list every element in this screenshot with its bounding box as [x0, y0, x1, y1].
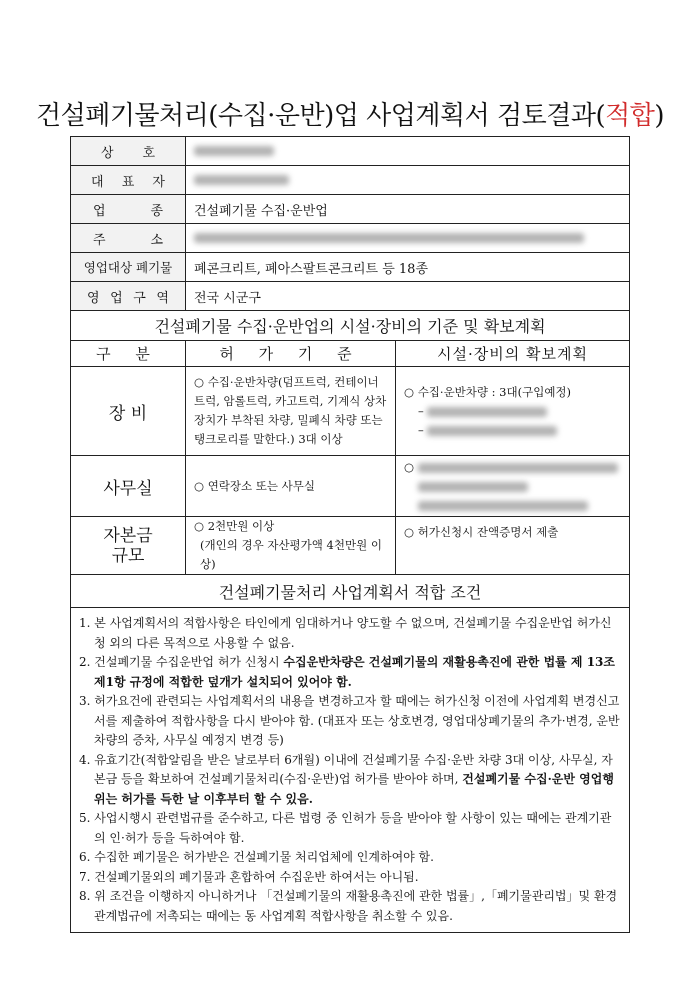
label-business-area: 영 업 구 역 [71, 282, 186, 311]
facility-section-header [71, 311, 630, 341]
condition-item: 7. 건설폐기물외의 폐기물과 혼합하여 수집운반 하여서는 아니됨. [79, 869, 419, 884]
conditions-row [71, 608, 630, 933]
redacted-address [194, 233, 584, 243]
criteria-capital [186, 517, 396, 575]
facility-column-header [71, 341, 630, 367]
redacted-company [194, 146, 274, 156]
row-representative [71, 166, 630, 195]
label-business-type: 업 종 [71, 195, 186, 224]
redacted-vehicle-1: – [404, 402, 621, 421]
title-text: 건설폐기물처리(수집·운반)업 사업계획서 검토결과( [35, 101, 606, 131]
criteria-equipment: ○ 수집·운반차량(덤프트럭, 컨테이너트럭, 암롤트럭, 카고트럭, 기계식 상차장치가 부착된 차량, 밀폐식 차량 또는 탱크로리를 말한다.) 3대 이상 [186, 367, 396, 456]
label-target-waste: 영업대상 폐기물 [71, 253, 186, 282]
value-target-waste: 폐콘크리트, 폐아스팔트콘크리트 등 18종 [186, 253, 630, 282]
title-close: ) [654, 101, 665, 131]
label-representative: 대 표 자 [71, 166, 186, 195]
row-target-waste [71, 253, 630, 282]
facility-row-capital [71, 517, 630, 575]
conditions-list [79, 614, 621, 926]
criteria-capital-note: (개인의 경우 자산평가액 4천만원 이상) [200, 538, 382, 571]
col-category: 구 분 [71, 341, 186, 367]
review-table [70, 136, 630, 933]
conditions-list-cell [71, 608, 630, 933]
condition-item: 3. 허가요건에 관련되는 사업계획서의 내용을 변경하고자 할 때에는 허가신청 이전에 사업계획 변경신고서를 제출하여 적합사항을 다시 받아야 함. (대표자 또는 상호변경, 영업대상폐기물의 추가·변경, 운반차량의 증차, 사무실 예정지 변경 등) [79, 694, 620, 747]
conditions-section-title: 건설폐기물처리 사업계획서 적합 조건 [71, 575, 630, 608]
criteria-office: ○ 연락장소 또는 사무실 [186, 456, 396, 517]
conditions-section-header [71, 575, 630, 608]
value-address [186, 224, 630, 253]
row-company [71, 137, 630, 166]
result-badge: 적합 [605, 101, 655, 131]
plan-office [396, 456, 630, 517]
condition-item: 5. 사업시행시 관련법규를 준수하고, 다른 법령 중 인허가 등을 받아야 할 사항이 있는 때에는 관계기관의 인·허가 등을 득하여야 함. [79, 811, 612, 845]
condition-item: 1. 본 사업계획서의 적합사항은 타인에게 임대하거나 양도할 수 없으며, 건설폐기물 수집운반업 허가신청 외의 다른 목적으로 사용할 수 없음. [79, 616, 612, 650]
plan-office-line1: ○ [404, 458, 621, 477]
category-office: 사무실 [71, 456, 186, 517]
redacted-office-line2 [404, 477, 621, 496]
plan-equipment-text: ○ 수집·운반차량 : 3대(구입예정) [404, 384, 572, 399]
redacted-office-line3 [404, 496, 621, 515]
value-business-type: 건설폐기물 수집·운반업 [186, 195, 630, 224]
plan-equipment [396, 367, 630, 456]
criteria-capital-text: ○ 2천만원 이상 [194, 519, 275, 533]
row-business-type [71, 195, 630, 224]
redacted-vehicle-2: – [404, 421, 621, 440]
category-capital: 자본금 규모 [71, 517, 186, 575]
facility-row-equipment [71, 367, 630, 456]
label-address: 주 소 [71, 224, 186, 253]
facility-row-office [71, 456, 630, 517]
row-address [71, 224, 630, 253]
condition-item: 2. 건설폐기물 수집운반업 허가 신청시 수집운반차량은 건설폐기물의 재활용촉진에 관한 법률 제 13조제1항 규정에 적합한 덮개가 설치되어 있어야 함. [79, 655, 615, 689]
category-equipment: 장 비 [71, 367, 186, 456]
plan-capital: ○ 허가신청시 잔액증명서 제출 [396, 517, 630, 575]
col-plan: 시설·장비의 확보계획 [396, 341, 630, 367]
condition-item: 4. 유효기간(적합알림을 받은 날로부터 6개월) 이내에 건설폐기물 수집·운반 차량 3대 이상, 사무실, 자본금 등을 확보하여 건설폐기물처리(수집·운반)업 허가를 받아야 하며, 건설폐기물 수집·운반 영업행위는 허가를 득한 날 이후부터 할 수 있음. [79, 752, 614, 806]
value-representative [186, 166, 630, 195]
condition-item: 6. 수집한 폐기물은 허가받은 건설폐기물 처리업체에 인계하여야 함. [79, 850, 434, 864]
document-title [0, 95, 700, 132]
row-business-area [71, 282, 630, 311]
label-company: 상 호 [71, 137, 186, 166]
value-business-area: 전국 시군구 [186, 282, 630, 311]
col-criteria: 허 가 기 준 [186, 341, 396, 367]
redacted-representative [194, 175, 289, 185]
facility-section-title: 건설폐기물 수집·운반업의 시설·장비의 기준 및 확보계획 [71, 311, 630, 341]
value-company [186, 137, 630, 166]
condition-item: 8. 위 조건을 이행하지 아니하거나 「건설폐기물의 재활용촉진에 관한 법률」,「폐기물관리법」및 환경관계법규에 저촉되는 때에는 동 사업계획 적합사항을 취소할 수 있음. [79, 889, 618, 923]
